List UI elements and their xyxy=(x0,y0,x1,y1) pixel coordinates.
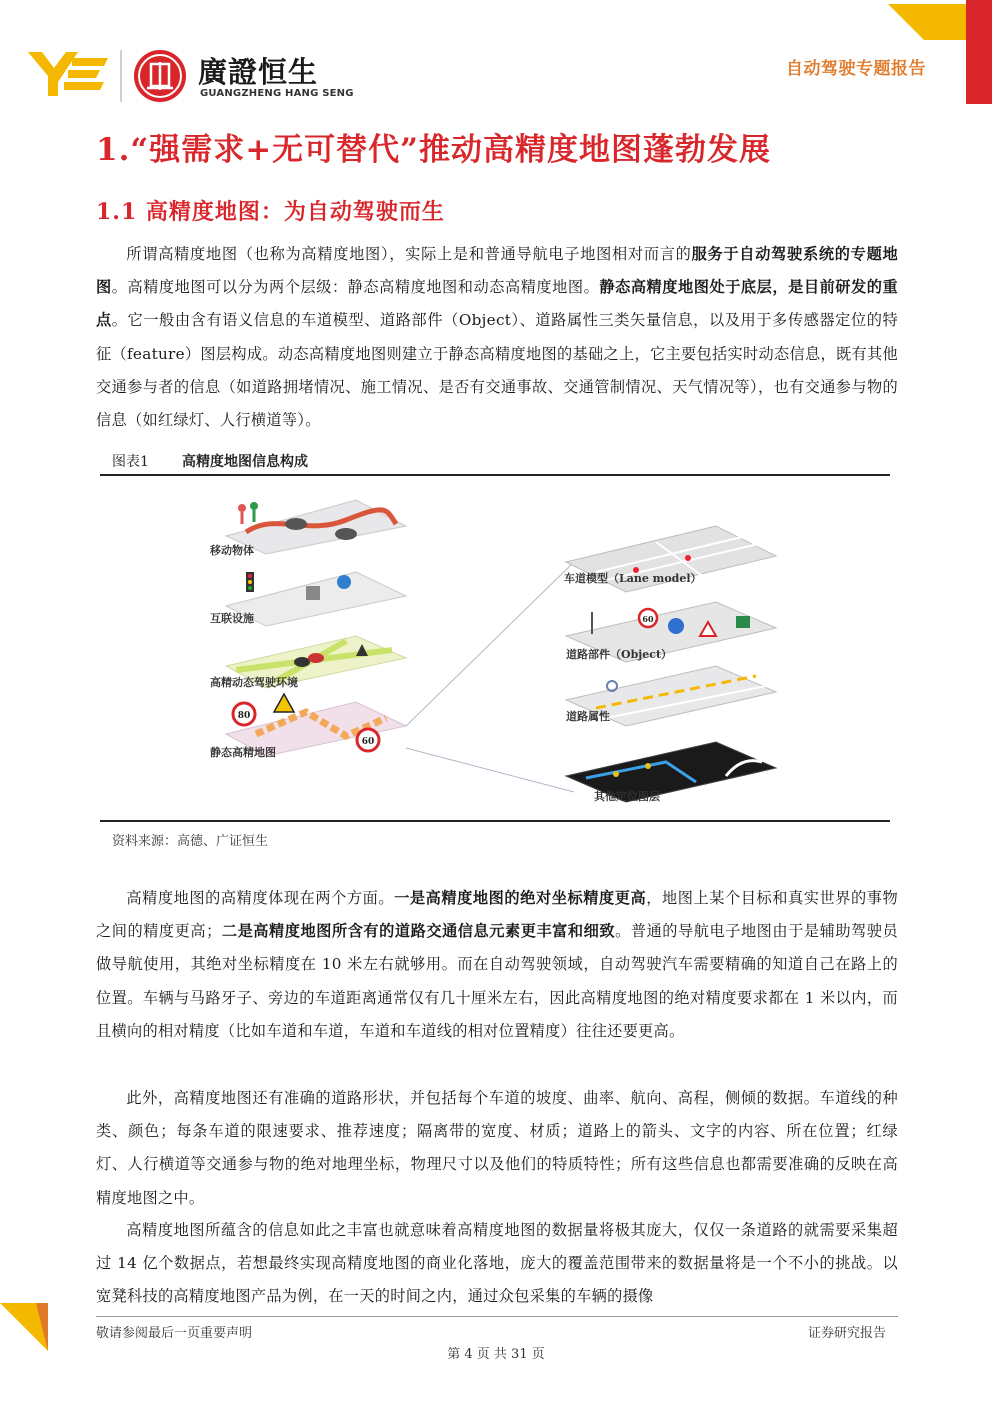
layer-road-attributes xyxy=(566,666,776,726)
paragraph-precision: 高精度地图的高精度体现在两个方面。一是高精度地图的绝对坐标精度更高，地图上某个目标和真实世界的事物之间的精度更高；二是高精度地图所含有的道路交通信息元素更丰富和细致。普通的导航电子地图由于是辅助驾驶员做导航使用，其绝对坐标精度在 10 米左右就够用。而在自动驾驶领域，自动驾驶汽车需要精确的知道自己在路上的位置。车辆与马路牙子、旁边的车道距离通常仅有几十厘米左右，因此高精度地图的绝对精度要求都在 1 米以内，而且横向的相对精度（比如车道和车道，车道和车道线的相对位置精度）往往还要更高。 xyxy=(96,889,899,1040)
speed-sign-left: 80 xyxy=(237,711,251,721)
right-layer-label: 道路属性 xyxy=(566,710,610,723)
figure-top-rule xyxy=(100,474,890,476)
logo-chinese-name: 廣證恒生 xyxy=(198,55,319,89)
layer-lane-model xyxy=(564,526,776,592)
right-layer-label: 其他定位图层 xyxy=(594,790,660,803)
footer-disclaimer: 敬请参阅最后一页重要声明 xyxy=(96,1326,253,1341)
paragraph-definition: 所谓高精度地图（也称为高精度地图），实际上是和普通导航电子地图相对而言的服务于自动驾驶系统的专题地图。高精度地图可以分为两个层级：静态高精度地图和动态高精度地图。静态高精度地图处于底层，是目前研发的重点。它一般由含有语义信息的车道模型、道路部件（Object）、道路属性三类矢量信息，以及用于多传感器定位的特征（feature）图层构成。动态高精度地图则建立于静态高精度地图的基础之上，它主要包括实时动态信息，既有其他交通参与者的信息（如道路拥堵情况、施工情况、是否有交通事故、交通管制情况、天气情况等），也有交通参与物的信息（如红绿灯、人行横道等）。 xyxy=(96,245,898,430)
paragraph-data-volume: 高精度地图所蕴含的信息如此之丰富也就意味着高精度地图的数据量将极其庞大，仅仅一条道路的就需要采集超过 14 亿个数据点，若想最终实现高精度地图的商业化落地，庞大的覆盖范围带来的数据量将是一个不小的挑战。以宽凳科技的高精度地图产品为例，在一天的时间之内，通过众包采集的车辆的摄像 xyxy=(96,1221,898,1306)
hd-map-layers-figure xyxy=(196,486,786,816)
corner-accent-red xyxy=(966,0,992,104)
right-layer-label: 道路部件（Object） xyxy=(566,648,673,661)
left-layer-label: 高精动态驾驶环境 xyxy=(210,676,298,689)
company-seal-icon xyxy=(134,50,186,102)
corner-accent-yellow xyxy=(888,4,966,40)
figure-label: 图表1 xyxy=(112,454,149,470)
left-layer-label: 移动物体 xyxy=(210,544,254,557)
speed-sign-left-2: 60 xyxy=(361,737,375,747)
report-type: 自动驾驶专题报告 xyxy=(786,59,926,79)
figure-bottom-rule xyxy=(100,820,890,822)
right-layer-label: 车道模型（Lane model） xyxy=(564,572,702,585)
footer-report-type: 证券研究报告 xyxy=(808,1326,887,1341)
subsection-heading: 1.1 高精度地图：为自动驾驶而生 xyxy=(96,199,445,225)
layer-static-hd-map xyxy=(210,694,406,759)
paragraph-road-shape: 此外，高精度地图还有准确的道路形状，并包括每个车道的坡度、曲率、航向、高程，侧倾的数据。车道线的种类、颜色；每条车道的限速要求、推荐速度；隔离带的宽度、材质；道路上的箭头、文字的内容、所在位置；红绿灯、人行横道等交通参与物的绝对地理坐标，物理尺寸以及他们的特质特性；所有这些信息也都需要准确的反映在高精度地图之中。 xyxy=(96,1089,898,1207)
layer-connected-infrastructure xyxy=(210,572,406,626)
layer-road-objects xyxy=(566,602,776,662)
left-layer-label: 静态高精地图 xyxy=(210,746,276,759)
layer-other-localization xyxy=(566,742,776,803)
logo-divider xyxy=(120,50,122,102)
figure-title: 高精度地图信息构成 xyxy=(182,454,308,470)
layer-moving-objects xyxy=(209,500,406,557)
speed-sign-right: 60 xyxy=(642,614,654,624)
logo-english-name: GUANGZHENG HANG SENG xyxy=(200,88,354,99)
page-number: 第 4 页 共 31 页 xyxy=(447,1347,545,1362)
left-layer-label: 互联设施 xyxy=(210,612,254,625)
layer-dynamic-environment xyxy=(210,636,406,689)
company-logo-icon xyxy=(28,52,108,96)
section-heading: 1.“强需求+无可替代”推动高精度地图蓬勃发展 xyxy=(96,132,771,168)
figure-source: 资料来源：高德、广证恒生 xyxy=(112,834,269,849)
footer-rule xyxy=(96,1316,898,1317)
